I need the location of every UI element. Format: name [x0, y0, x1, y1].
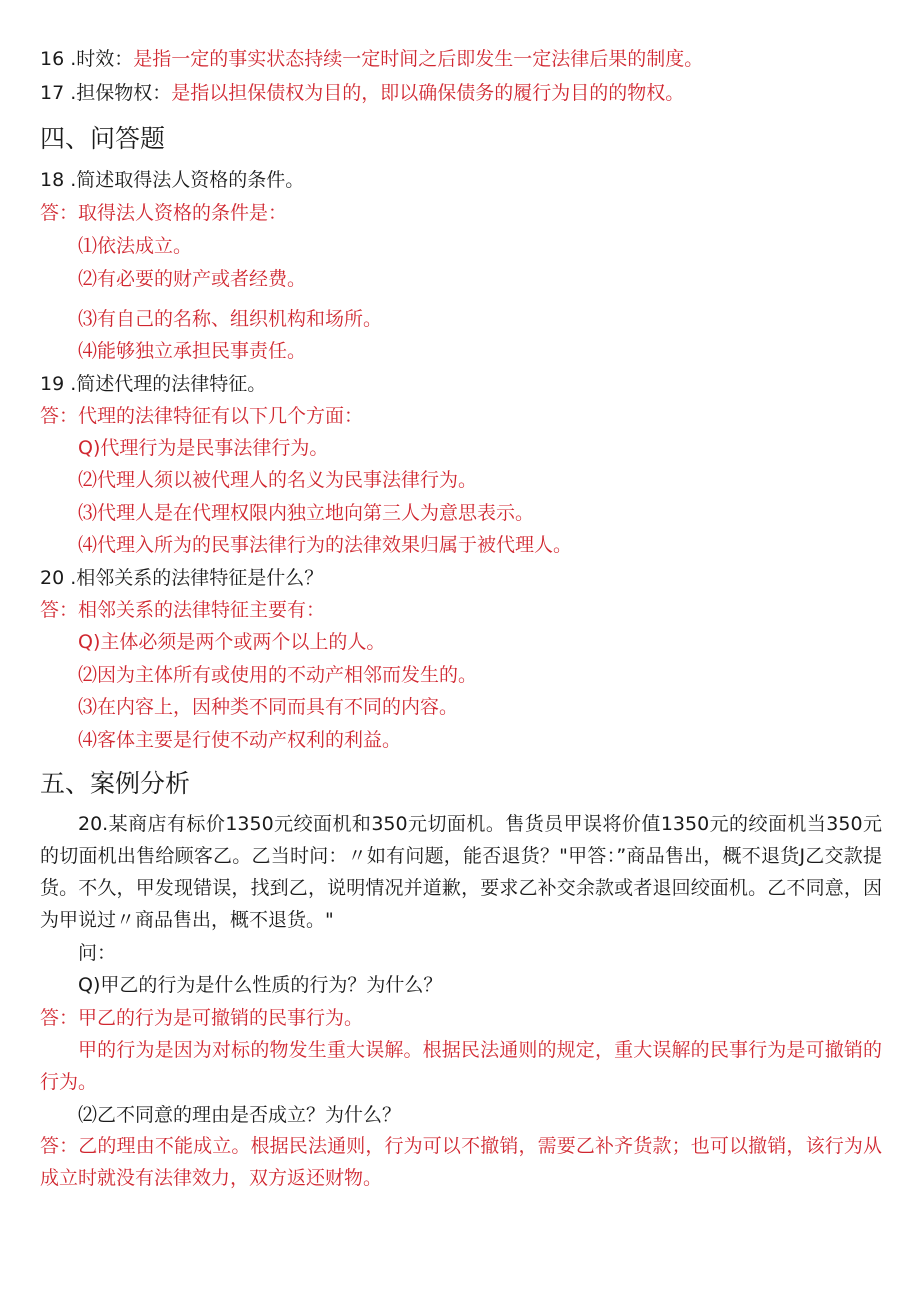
case-question-2: ⑵乙不同意的理由是否成立？为什么？	[78, 1104, 402, 1126]
question-number: 18	[40, 169, 65, 191]
question-19	[40, 371, 266, 397]
section-heading-5: 五、案例分析	[40, 769, 191, 798]
question-number: 20	[40, 567, 65, 589]
case-answer-2: 答：乙的理由不能成立。根据民法通则，行为可以不撤销，需要乙补齐货款；也可以撤销，该行为从成立时就没有法律效力，双方返还财物。	[40, 1135, 882, 1189]
term-definition: 是指一定的事实状态持续一定时间之后即发生一定法律后果的制度。	[133, 48, 704, 70]
answer-20-item: ⑵因为主体所有或使用的不动产相邻而发生的。	[78, 664, 478, 686]
answer-19-item: ⑷代理入所为的民事法律行为的法律效果归属于被代理人。	[78, 534, 573, 556]
answer-19-intro: 答：代理的法律特征有以下几个方面：	[40, 405, 364, 427]
question-number: 19	[40, 373, 65, 395]
question-text: .简述取得法人资格的条件。	[70, 169, 305, 191]
answer-18-item: ⑷能够独立承担民事责任。	[78, 340, 307, 362]
answer-18-item: ⑵有必要的财产或者经费。	[78, 268, 307, 290]
answer-19-item: Q)代理行为是民事法律行为。	[78, 437, 329, 459]
answer-20-item: ⑷客体主要是行使不动产权利的利益。	[78, 729, 402, 751]
section-heading-4: 四、问答题	[40, 124, 166, 153]
case-question-1: Q)甲乙的行为是什么性质的行为？为什么？	[78, 974, 443, 996]
question-18	[40, 167, 304, 193]
term-16	[40, 46, 703, 72]
answer-18-intro: 答：取得法人资格的条件是：	[40, 202, 288, 224]
answer-20-item: ⑶在内容上，因种类不同而具有不同的内容。	[78, 696, 459, 718]
answer-20-item: Q)主体必须是两个或两个以上的人。	[78, 631, 386, 653]
term-definition: 是指以担保债权为目的，即以确保债务的履行为目的的物权。	[171, 82, 685, 104]
case-answer-1-explanation: 甲的行为是因为对标的物发生重大误解。根据民法通则的规定，重大误解的民事行为是可撤销的行为。	[40, 1039, 882, 1093]
term-label: .担保物权：	[70, 82, 172, 104]
answer-19-item: ⑵代理人须以被代理人的名义为民事法律行为。	[78, 469, 478, 491]
answer-19-item: ⑶代理人是在代理权限内独立地向第三人为意思表示。	[78, 502, 535, 524]
case-answer-1: 答：甲乙的行为是可撤销的民事行为。	[40, 1007, 364, 1029]
term-17	[40, 80, 684, 106]
case-ask-label: 问：	[78, 942, 117, 964]
question-text: .相邻关系的法律特征是什么？	[70, 567, 324, 589]
term-number: 17	[40, 82, 65, 104]
term-label: .时效：	[70, 48, 134, 70]
case-description: 20.某商店有标价1350元绞面机和350元切面机。售货员甲误将价值1350元的绞面机当350元的切面机出售给顾客乙。乙当时问：〃如有问题，能否退货？"甲答：”商品售出，概不退货J乙交款提货。不久，甲发现错误，找到乙，说明情况并道歉，要求乙补交余款或者退回绞面机。乙不同意，因为甲说过〃商品售出，概不退货。"	[40, 813, 882, 931]
answer-18-item: ⑶有自己的名称、组织机构和场所。	[78, 308, 383, 330]
term-number: 16	[40, 48, 65, 70]
question-text: .简述代理的法律特征。	[70, 373, 267, 395]
question-20	[40, 565, 323, 591]
answer-20-intro: 答：相邻关系的法律特征主要有：	[40, 599, 326, 621]
answer-18-item: ⑴依法成立。	[78, 235, 193, 257]
